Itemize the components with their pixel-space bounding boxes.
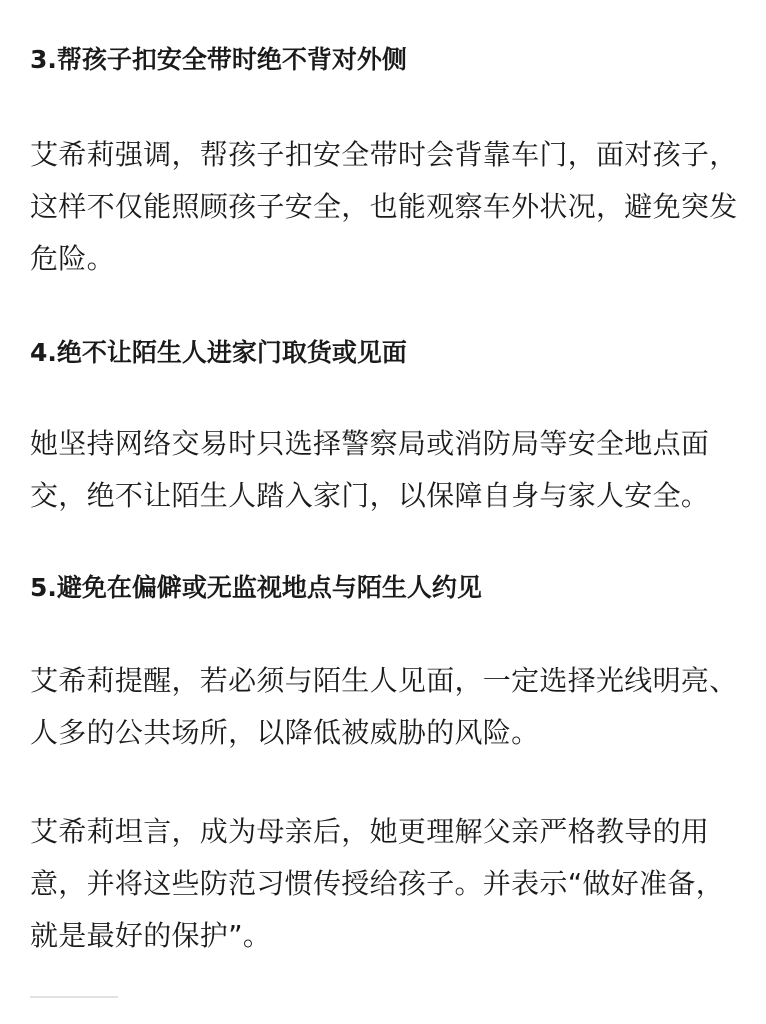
section-heading-5: 5.避免在偏僻或无监视地点与陌生人约见	[30, 573, 482, 602]
section-body-4: 她坚持网络交易时只选择警察局或消防局等安全地点面交，绝不让陌生人踏入家门，以保障自身与家人安全。	[30, 427, 710, 512]
closing-paragraph: 艾希莉坦言，成为母亲后，她更理解父亲严格教导的用意，并将这些防范习惯传授给孩子。并表示“做好准备，就是最好的保护”。	[30, 815, 725, 952]
section-body-3: 艾希莉强调，帮孩子扣安全带时会背靠车门，面对孩子，这样不仅能照顾孩子安全，也能观察车外状况，避免突发危险。	[30, 138, 738, 275]
section-heading-4: 4.绝不让陌生人进家门取货或见面	[30, 338, 407, 367]
section-heading-3: 3.帮孩子扣安全带时绝不背对外侧	[30, 45, 407, 74]
section-body-5: 艾希莉提醒，若必须与陌生人见面，一定选择光线明亮、人多的公共场所，以降低被威胁的风险。	[30, 664, 738, 749]
section-divider	[30, 996, 118, 998]
